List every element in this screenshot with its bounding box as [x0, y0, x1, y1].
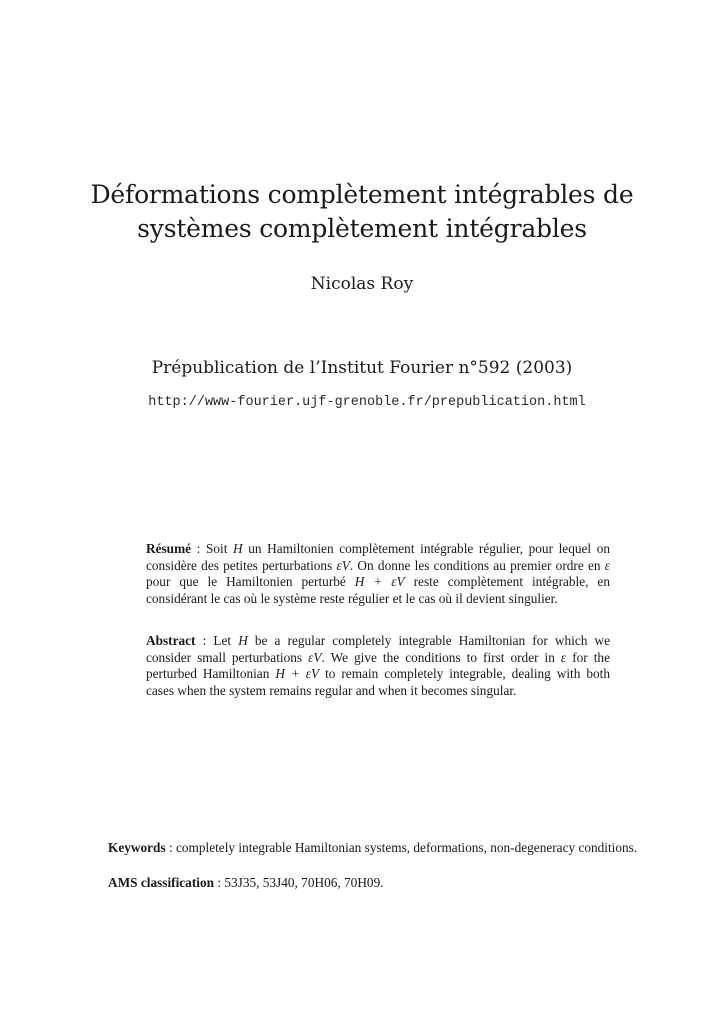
resume-label: Résumé [146, 541, 192, 556]
abstract-label: Abstract [146, 633, 196, 648]
abstract-math-h: H [238, 633, 248, 648]
ams-codes: 53J35, 53J40, 70H06, 70H09. [224, 875, 384, 890]
ams-sep: : [214, 875, 225, 890]
keywords-paragraph [88, 839, 646, 857]
resume-text-3: . On donne les conditions au premier ordre en [349, 557, 605, 573]
resume-math-epsv: εV [336, 557, 350, 573]
abstract-text-1: Let [213, 633, 239, 648]
abstract-math-h-plus-epsv: H + εV [275, 666, 320, 682]
abstract-paragraph [146, 633, 610, 699]
title-line-2: systèmes complètement intégrables [137, 214, 587, 243]
resume-sep: : [191, 541, 206, 556]
prepublication-line: Prépublication de l’Institut Fourier n°592 (2003) [151, 358, 573, 378]
prepublication-url[interactable]: http://www-fourier.ujf-grenoble.fr/prepublication.html [148, 395, 586, 410]
keywords-label: Keywords [108, 840, 166, 855]
abstract-text-5: to remain completely integrable, dealing with both cases when the system remains regular and when it becomes singular. [146, 666, 610, 698]
abstract-math-epsv: εV [308, 649, 322, 665]
abstract-text-3: . We give the conditions to first order in [321, 649, 561, 665]
ams-classification [108, 874, 384, 892]
author-name: Nicolas Roy [310, 274, 414, 294]
resume-text-4: pour que le Hamiltonien perturbé [146, 574, 355, 590]
title-line-1: Déformations complètement intégrables de [90, 180, 634, 209]
abstract-math-eps: ε [560, 649, 567, 665]
abstract-sep: : [195, 633, 214, 648]
resume-math-eps: ε [604, 557, 610, 573]
keywords-text: completely integrable Hamiltonian systems, deformations, non-degeneracy conditions. [175, 840, 638, 855]
paper-title [60, 178, 664, 246]
resume-math-h: H [233, 541, 243, 556]
resume-paragraph [146, 541, 610, 607]
resume-text-2: un Hamiltonien complètement intégrable régulier, pour lequel on considère des petites perturbations [146, 541, 611, 573]
resume-text-1: Soit [205, 541, 234, 556]
keywords-sep: : [165, 840, 176, 855]
resume-math-h-plus-epsv: H + εV [354, 574, 405, 590]
ams-label: AMS classification [108, 875, 214, 890]
abstract-text-2: be a regular completely integrable Hamiltonian for which we consider small perturbations [146, 633, 611, 665]
abstract-text-4: for the perturbed Hamiltonian [146, 649, 610, 682]
resume-text-5: reste complètement intégrable, en considérant le cas où le système reste régulier et le cas où il devient singulier. [146, 574, 610, 606]
